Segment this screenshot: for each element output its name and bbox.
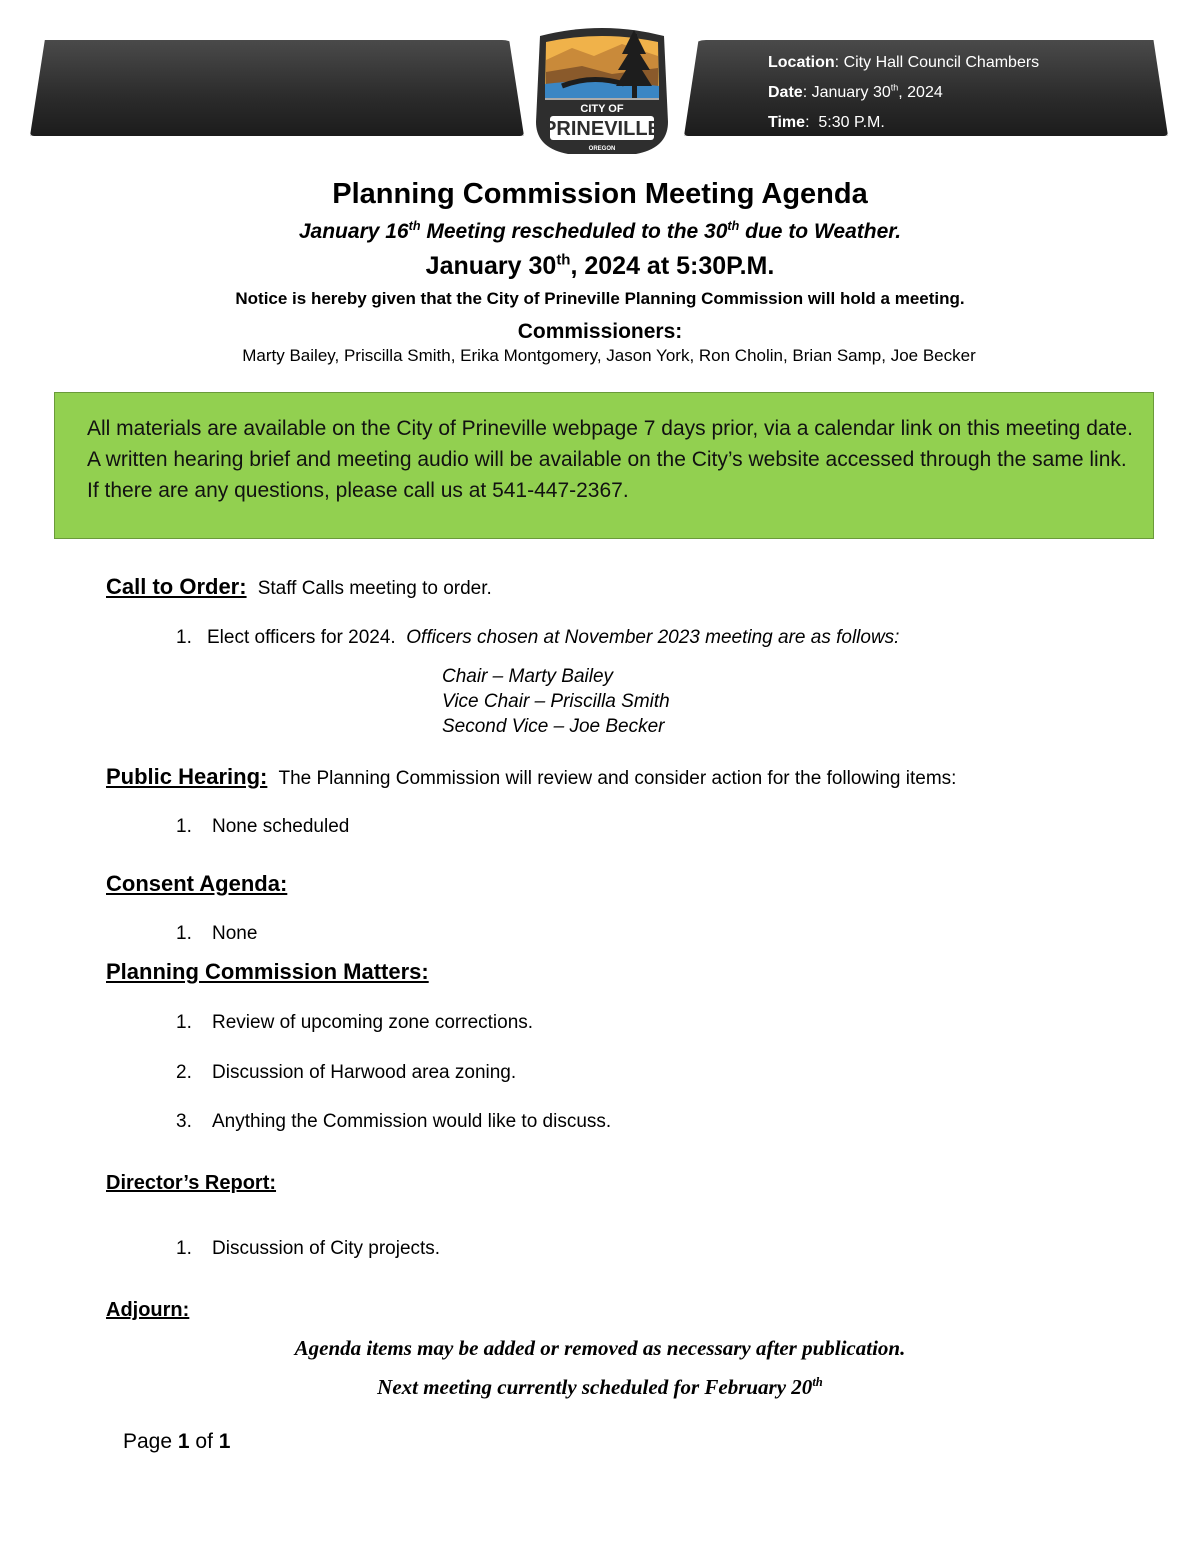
list-item: 1. None: [176, 923, 258, 944]
public-hearing-section: [106, 764, 956, 790]
next-meeting-note: Next meeting currently scheduled for February 20th: [377, 1375, 823, 1399]
meeting-notice: Notice is hereby given that the City of Prineville Planning Commission will hold a meeting.: [235, 289, 965, 308]
adjourn-section: [106, 1299, 189, 1322]
materials-info-box: [54, 392, 1154, 539]
directors-report-heading: Director’s Report:: [106, 1172, 277, 1194]
public-hearing-desc: The Planning Commission will review and consider action for the following items:: [278, 768, 957, 789]
call-to-order-heading: Call to Order:: [106, 574, 247, 599]
commissioners-heading: Commissioners:: [517, 320, 683, 343]
reschedule-notice: January 16th Meeting rescheduled to the 30th due to Weather.: [298, 219, 902, 243]
date-line: Date: January 30th, 2024: [768, 82, 943, 101]
commissioners-list: Marty Bailey, Priscilla Smith, Erika Montgomery, Jason York, Ron Cholin, Brian Samp, Joe Becker: [242, 346, 976, 365]
officers-list: Chair – Marty Bailey Vice Chair – Priscilla Smith Second Vice – Joe Becker: [442, 666, 670, 737]
logo-line2: PRINEVILLE: [543, 118, 661, 140]
meeting-dateline: January 30th, 2024 at 5:30P.M.: [425, 251, 775, 280]
city-of-prineville-logo: [532, 26, 672, 158]
page-title: Planning Commission Meeting Agenda: [332, 178, 868, 210]
call-to-order-desc: Staff Calls meeting to order.: [257, 578, 492, 599]
time-line: Time: 5:30 P.M.: [768, 114, 885, 131]
pc-matters-heading: Planning Commission Matters:: [106, 959, 429, 984]
list-item: 2. Discussion of Harwood area zoning.: [176, 1062, 517, 1083]
list-item: 3. Anything the Commission would like to discuss.: [176, 1111, 612, 1132]
list-item: 1. Review of upcoming zone corrections.: [176, 1012, 534, 1033]
logo-line1: CITY OF: [580, 103, 624, 115]
meeting-info: [768, 48, 1039, 138]
list-item: 1. None scheduled: [176, 816, 350, 837]
list-item: 1. Discussion of City projects.: [176, 1238, 441, 1259]
page-number: Page 1 of 1: [123, 1430, 231, 1453]
footer-note: Agenda items may be added or removed as necessary after publication.: [294, 1336, 906, 1360]
adjourn-heading: Adjourn:: [106, 1299, 190, 1321]
consent-agenda-heading: Consent Agenda:: [106, 871, 288, 896]
header-banner-left: [30, 40, 524, 136]
location-line: Location: City Hall Council Chambers: [768, 54, 1040, 71]
pc-matters-section: [106, 959, 429, 985]
consent-agenda-section: [106, 871, 287, 897]
list-item: 1. Elect officers for 2024. Officers chosen at November 2023 meeting are as follows:: [176, 627, 900, 648]
materials-info-text: All materials are available on the City of Prineville webpage 7 days prior, via a calendar link on this meeting date. A written hearing brief and meeting audio will be available on the City’s website accessed through the same link. If there are any questions, please call us at 541-447-2367.: [87, 417, 1133, 502]
call-to-order-section: [106, 574, 492, 600]
directors-report-section: [106, 1172, 276, 1195]
logo-line3: OREGON: [588, 146, 616, 152]
public-hearing-heading: Public Hearing:: [106, 764, 268, 789]
